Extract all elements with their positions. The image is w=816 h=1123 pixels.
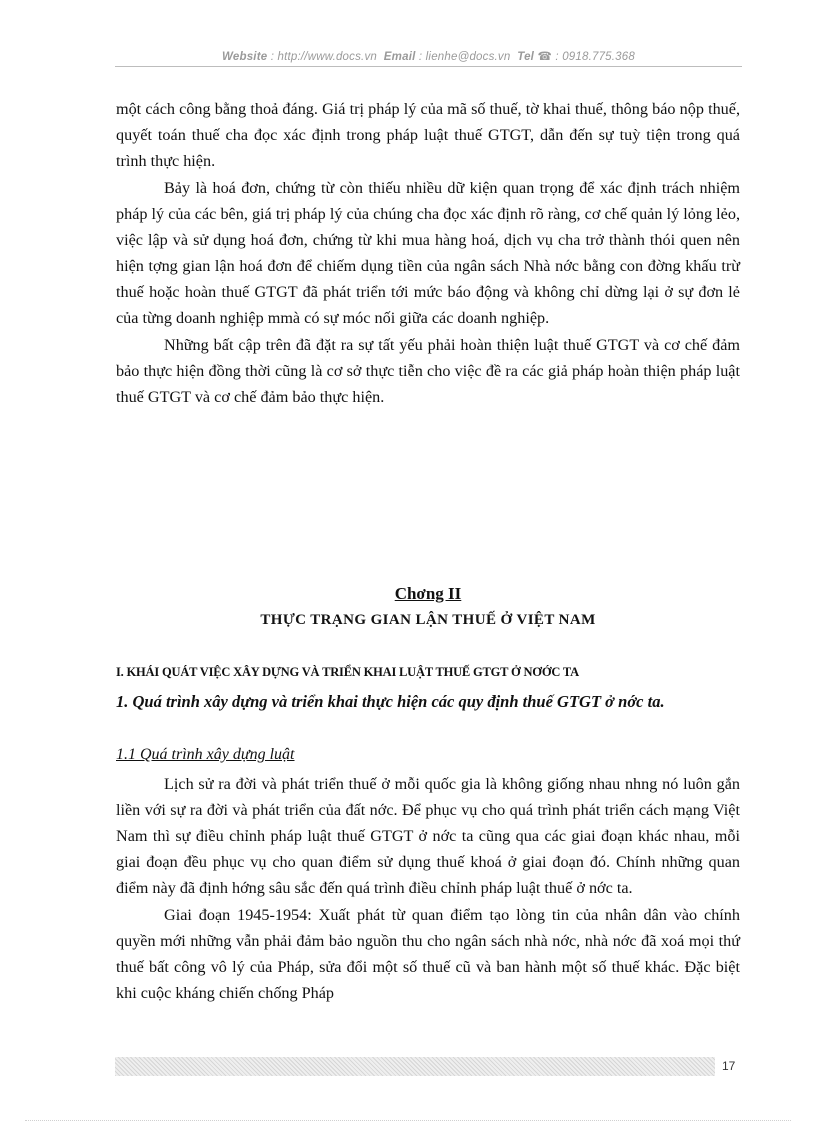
paragraph: Những bất cập trên đã đặt ra sự tất yếu phải hoàn thiện luật thuế GTGT và cơ chế đảm bảo thực hiện đồng thời cũng là cơ sở thực tiễn cho việc đề ra các giả pháp hoàn thiện pháp luật thuế GTGT và cơ chế đảm bảo thực hiện. [116,336,740,406]
footer-bar [115,1057,715,1076]
tel-value: : 0918.775.368 [555,51,635,63]
header-divider [115,66,742,67]
section-heading-1: I. KHÁI QUÁT VIỆC XÂY DỰNG VÀ TRIỂN KHAI LUẬT THUẾ GTGT Ở NƠỚC TA [116,665,579,679]
website-value: : http://www.docs.vn [270,51,377,63]
paragraph: một cách công bằng thoả đáng. Giá trị pháp lý của mã số thuế, tờ khai thuế, thông báo nộp thuế, quyết toán thuế cha đọc xác định trong pháp luật thuế GTGT, dẫn đến sự tuỳ tiện trong quá trình thực hiện. [116,100,740,170]
page-bottom-divider [25,1120,791,1121]
website-label: Website [222,51,268,63]
body-text-top [116,96,740,411]
page-number: 17 [722,1059,736,1073]
chapter-title: Chơng II [394,584,462,603]
paragraph: Lịch sử ra đời và phát triển thuế ở mỗi quốc gia là không giống nhau nhng nó luôn gắn liền với sự ra đời và phát triển của đất nớc. Để phục vụ cho quá trình phát triển cách mạng Việt Nam thì sự điều chỉnh pháp luật thuế GTGT ở nớc ta cũng qua các giai đoạn khác nhau, mỗi giai đoạn đều phục vụ cho quan điểm sử dụng thuế khoá ở giai đoạn đó. Chính những quan điểm này đã định hớng sâu sắc đến quá trình điều chỉnh pháp luật thuế ở nớc ta. [116,775,740,897]
tel-label: Tel [517,51,535,63]
paragraph: Giai đoạn 1945-1954: Xuất phát từ quan điểm tạo lòng tin của nhân dân vào chính quyền mới những vẫn phải đảm bảo nguồn thu cho ngân sách nhà nớc, nhà nớc đã xoá mọi thứ thuế bất công vô lý của Pháp, sửa đổi một số thuế cũ và ban hành một số thuế khác. Đặc biệt khi cuộc kháng chiến chống Pháp [116,906,740,1002]
section-heading-2: 1. Quá trình xây dựng và triển khai thực hiện các quy định thuế GTGT ở nớc ta. [116,692,665,711]
section-heading-3: 1.1 Quá trình xây dựng luật [116,746,295,763]
email-label: Email [383,51,416,63]
chapter-subtitle: THỰC TRẠNG GIAN LẬN THUẾ Ở VIỆT NAM [260,612,596,628]
email-value: : lienhe@docs.vn [418,51,511,63]
page-header [115,49,742,63]
phone-icon: ☎ [537,51,553,63]
paragraph: Bảy là hoá đơn, chứng từ còn thiếu nhiều dữ kiện quan trọng để xác định trách nhiệm pháp lý của các bên, giá trị pháp lý của chúng cha đọc xác định rõ ràng, cơ chế quản lý lỏng lẻo, việc lập và sử dụng hoá đơn, chứng từ khi mua hàng hoá, dịch vụ cha trở thành thói quen nên hiện tợng gian lận hoá đơn để chiếm dụng tiền của ngân sách Nhà nớc bằng con đờng khấu trừ thuế hoặc hoàn thuế GTGT đã phát triển tới mức báo động và không chỉ dừng lại ở sự đơn lẻ của từng doanh nghiệp mmà có sự móc nối giữa các doanh nghiệp. [116,179,740,327]
body-text-bottom [116,771,740,1007]
